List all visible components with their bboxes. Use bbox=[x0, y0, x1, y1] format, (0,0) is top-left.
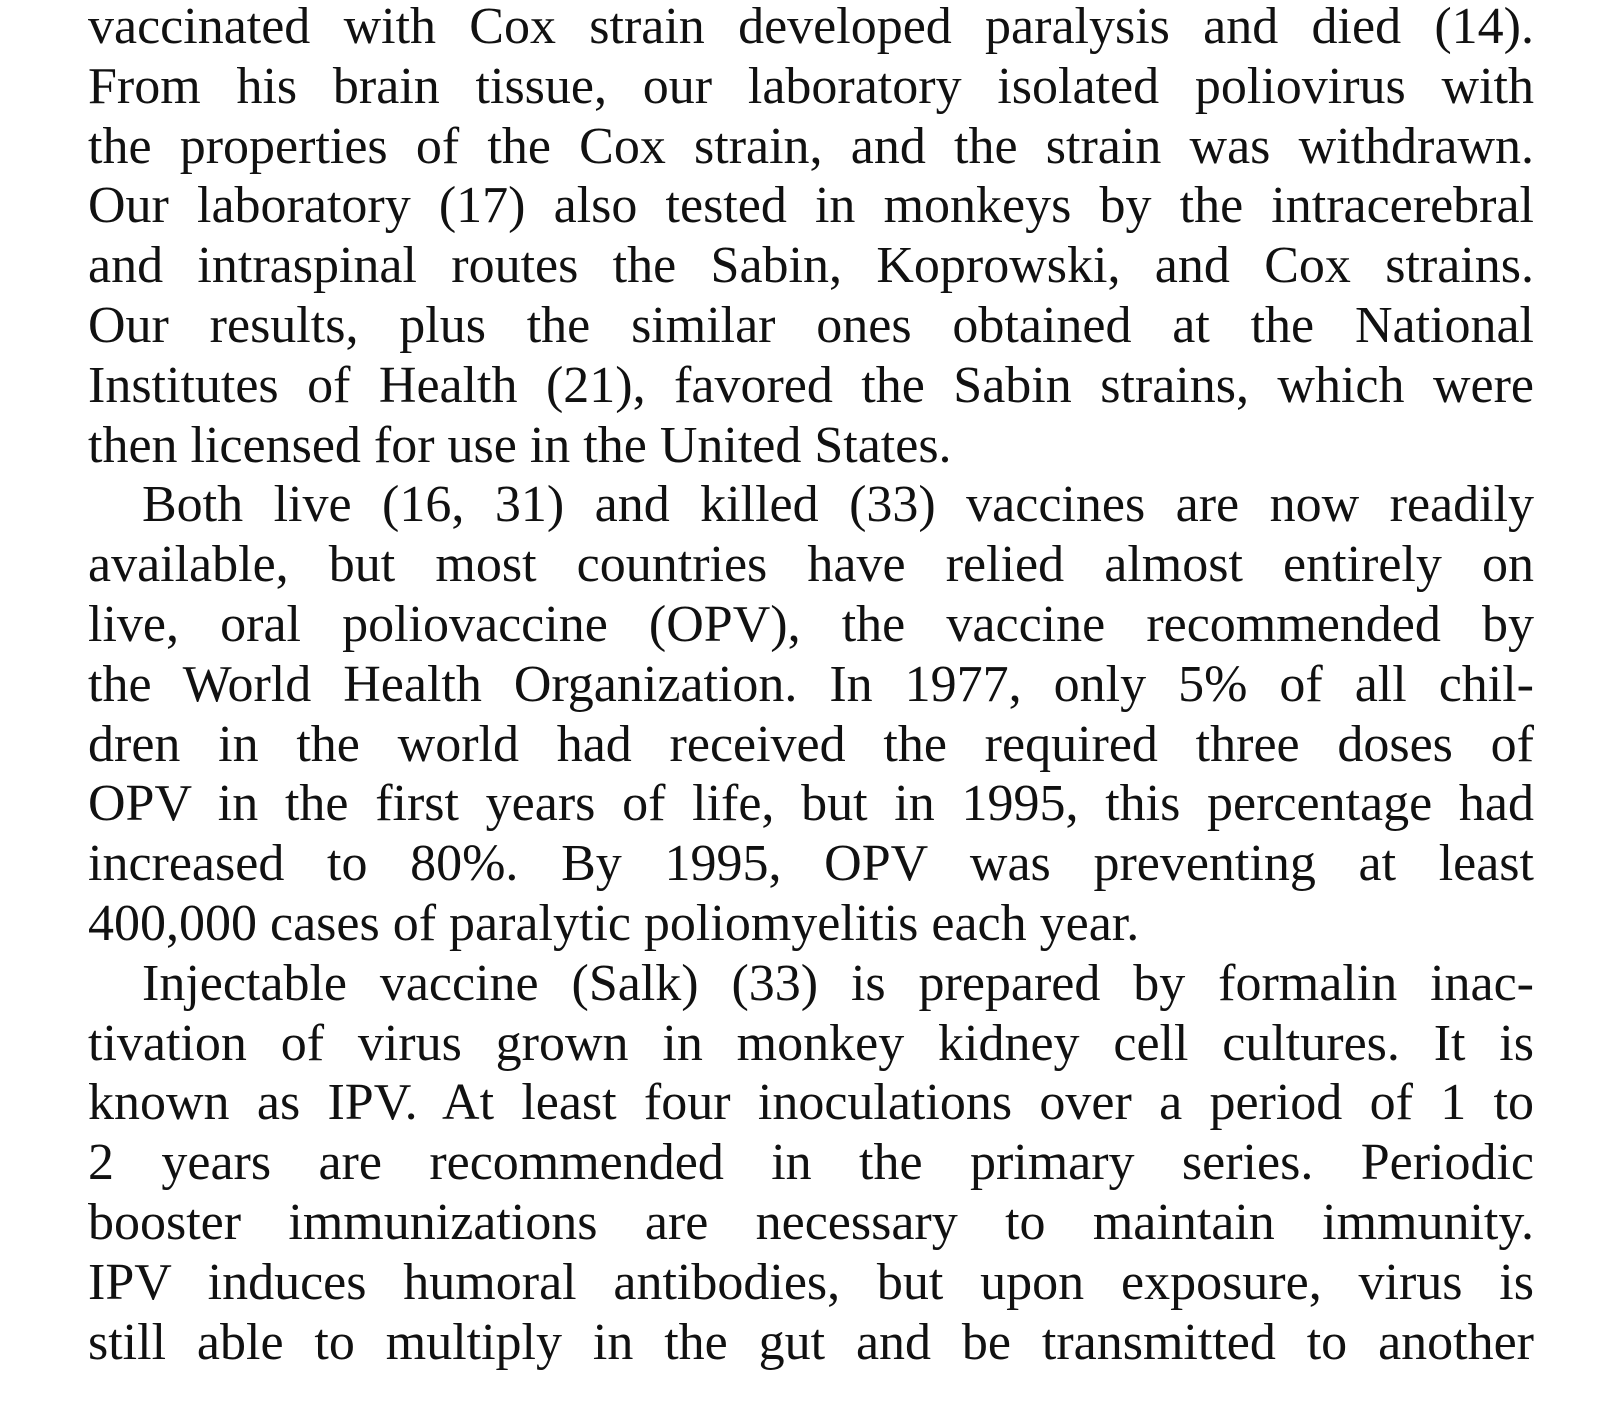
text-line: available, but most countries have relied almost entirely on bbox=[88, 536, 1534, 594]
text-line: Both live (16, 31) and killed (33) vaccines are now readily bbox=[142, 476, 1534, 534]
text-line: live, oral poliovaccine (OPV), the vaccine recommended by bbox=[88, 595, 1534, 653]
paragraph-3 bbox=[88, 954, 1534, 1373]
text-line: OPV in the first years of life, but in 1995, this percentage had bbox=[88, 775, 1534, 833]
text-line: then licensed for use in the United States. bbox=[88, 416, 952, 474]
text-line: the properties of the Cox strain, and the strain was withdrawn. bbox=[88, 117, 1534, 175]
text-line: IPV induces humoral antibodies, but upon exposure, virus is bbox=[88, 1253, 1534, 1311]
text-line: Institutes of Health (21), favored the Sabin strains, which were bbox=[88, 356, 1534, 414]
text-line: 400,000 cases of paralytic poliomyelitis each year. bbox=[88, 894, 1140, 952]
text-line: dren in the world had received the required three doses of bbox=[88, 715, 1534, 773]
text-line: From his brain tissue, our laboratory isolated poliovirus with bbox=[88, 57, 1534, 115]
text-line: still able to multiply in the gut and be transmitted to another bbox=[88, 1313, 1534, 1371]
paragraph-2 bbox=[88, 475, 1534, 953]
document-page bbox=[88, 0, 1534, 1372]
text-line: 2 years are recommended in the primary series. Periodic bbox=[88, 1134, 1534, 1192]
paragraph-1 bbox=[88, 0, 1534, 475]
text-line: and intraspinal routes the Sabin, Koprowski, and Cox strains. bbox=[88, 237, 1534, 295]
text-line: booster immunizations are necessary to maintain immunity. bbox=[88, 1193, 1534, 1251]
text-line: Our results, plus the similar ones obtained at the National bbox=[88, 296, 1534, 354]
text-line: the World Health Organization. In 1977, only 5% of all chil- bbox=[88, 655, 1534, 713]
text-line: known as IPV. At least four inoculations over a period of 1 to bbox=[88, 1074, 1534, 1132]
text-line: vaccinated with Cox strain developed paralysis and died (14). bbox=[88, 0, 1534, 55]
text-line: tivation of virus grown in monkey kidney cell cultures. It is bbox=[88, 1014, 1534, 1072]
text-line: increased to 80%. By 1995, OPV was preventing at least bbox=[88, 835, 1534, 893]
text-line: Injectable vaccine (Salk) (33) is prepared by formalin inac- bbox=[142, 954, 1534, 1012]
text-line: Our laboratory (17) also tested in monkeys by the intracerebral bbox=[88, 177, 1534, 235]
